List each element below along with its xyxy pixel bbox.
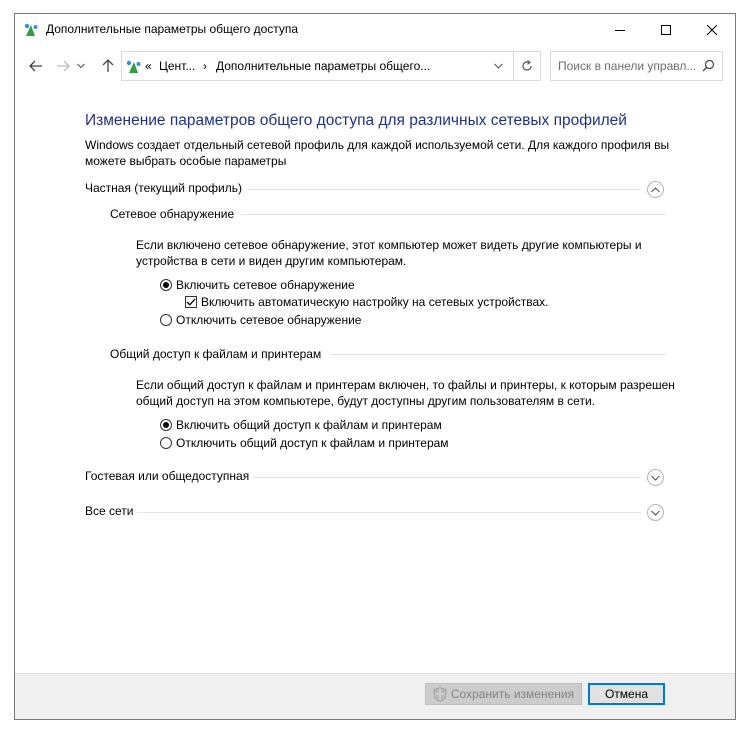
discovery-off-label: Отключить сетевое обнаружение — [176, 313, 362, 327]
recent-locations-button[interactable] — [73, 54, 89, 78]
close-button[interactable] — [689, 14, 735, 46]
search-box[interactable] — [550, 51, 723, 81]
chevron-down-icon — [77, 63, 85, 69]
chevron-down-icon — [651, 510, 660, 516]
auto-setup-label: Включить автоматическую настройку на сетевых устройствах. — [201, 295, 549, 309]
discovery-on-option[interactable] — [160, 278, 355, 292]
profile-all-toggle[interactable] — [647, 504, 664, 521]
breadcrumb-prefix[interactable]: « — [145, 59, 152, 73]
forward-button[interactable] — [52, 54, 74, 78]
chevron-up-icon — [651, 187, 660, 193]
refresh-button[interactable] — [514, 52, 540, 80]
sharing-label: Общий доступ к файлам и принтерам — [110, 347, 322, 361]
profile-guest-toggle[interactable] — [647, 469, 664, 486]
arrow-right-icon — [56, 60, 70, 72]
network-icon — [23, 22, 39, 38]
control-panel-window — [14, 13, 736, 720]
divider — [330, 354, 666, 355]
maximize-icon — [661, 25, 671, 35]
sharing-on-radio[interactable] — [160, 419, 172, 431]
cancel-button[interactable] — [588, 683, 665, 705]
profile-guest-header[interactable] — [85, 469, 249, 483]
discovery-off-radio[interactable] — [160, 314, 172, 326]
profile-all-label: Все сети — [85, 504, 134, 518]
breadcrumb-network-center[interactable]: Цент... — [159, 59, 196, 73]
window-title: Дополнительные параметры общего доступа — [46, 22, 299, 36]
divider — [253, 477, 641, 478]
page-intro: Windows создает отдельный сетевой профиль для каждой используемой сети. Для каждого профиля вы можете выбрать особые параметры — [85, 138, 670, 168]
back-button[interactable] — [25, 54, 47, 78]
close-icon — [707, 25, 717, 35]
discovery-on-radio[interactable] — [160, 279, 172, 291]
refresh-icon — [521, 60, 533, 72]
divider — [137, 512, 641, 513]
maximize-button[interactable] — [643, 14, 689, 46]
auto-setup-checkbox[interactable] — [185, 296, 197, 308]
breadcrumb-current[interactable]: Дополнительные параметры общего... — [216, 59, 431, 73]
profile-all-header[interactable] — [85, 504, 134, 518]
discovery-description: Если включено сетевое обнаружение, этот компьютер может видеть другие компьютеры и устройства в сети и виден другим компьютерам. — [136, 238, 642, 268]
cancel-label: Отмена — [604, 687, 649, 701]
chevron-down-icon — [651, 475, 660, 481]
sharing-description: Если общий доступ к файлам и принтерам включен, то файлы и принтеры, к которым разрешен общий доступ на этом компьютере, будут доступны другим пользователям в сети. — [136, 378, 675, 408]
sharing-on-label: Включить общий доступ к файлам и принтерам — [176, 418, 442, 432]
divider — [247, 189, 641, 190]
title-bar — [15, 14, 735, 46]
minimize-button[interactable] — [597, 14, 643, 46]
shield-icon — [433, 687, 447, 702]
network-center-icon — [125, 58, 143, 74]
arrow-left-icon — [29, 60, 43, 72]
sharing-off-radio[interactable] — [160, 437, 172, 449]
profile-private-toggle[interactable] — [647, 181, 664, 198]
profile-private-header[interactable] — [85, 181, 242, 195]
search-input[interactable] — [558, 58, 698, 74]
address-bar[interactable] — [121, 51, 541, 81]
sharing-off-option[interactable] — [160, 436, 449, 450]
chevron-down-icon — [494, 63, 503, 69]
sharing-off-label: Отключить общий доступ к файлам и принтерам — [176, 436, 449, 450]
auto-setup-option[interactable] — [185, 295, 549, 309]
sharing-on-option[interactable] — [160, 418, 442, 432]
save-label: Сохранить изменения — [450, 687, 575, 701]
footer-bar — [15, 673, 735, 719]
breadcrumb-separator[interactable]: › — [203, 59, 207, 73]
up-button[interactable] — [97, 54, 119, 78]
discovery-header — [110, 207, 234, 221]
address-dropdown-button[interactable] — [487, 52, 509, 80]
profile-private-label: Частная (текущий профиль) — [85, 181, 243, 195]
discovery-label: Сетевое обнаружение — [110, 207, 235, 221]
sharing-header — [110, 347, 321, 361]
search-icon[interactable] — [702, 59, 715, 72]
minimize-icon — [615, 25, 625, 35]
discovery-off-option[interactable] — [160, 313, 361, 327]
arrow-up-icon — [102, 59, 114, 73]
discovery-on-label: Включить сетевое обнаружение — [176, 278, 355, 292]
save-button[interactable] — [425, 683, 582, 705]
page-title: Изменение параметров общего доступа для различных сетевых профилей — [85, 112, 627, 129]
checkmark-icon — [186, 298, 196, 306]
divider — [241, 214, 666, 215]
profile-guest-label: Гостевая или общедоступная — [85, 469, 250, 483]
